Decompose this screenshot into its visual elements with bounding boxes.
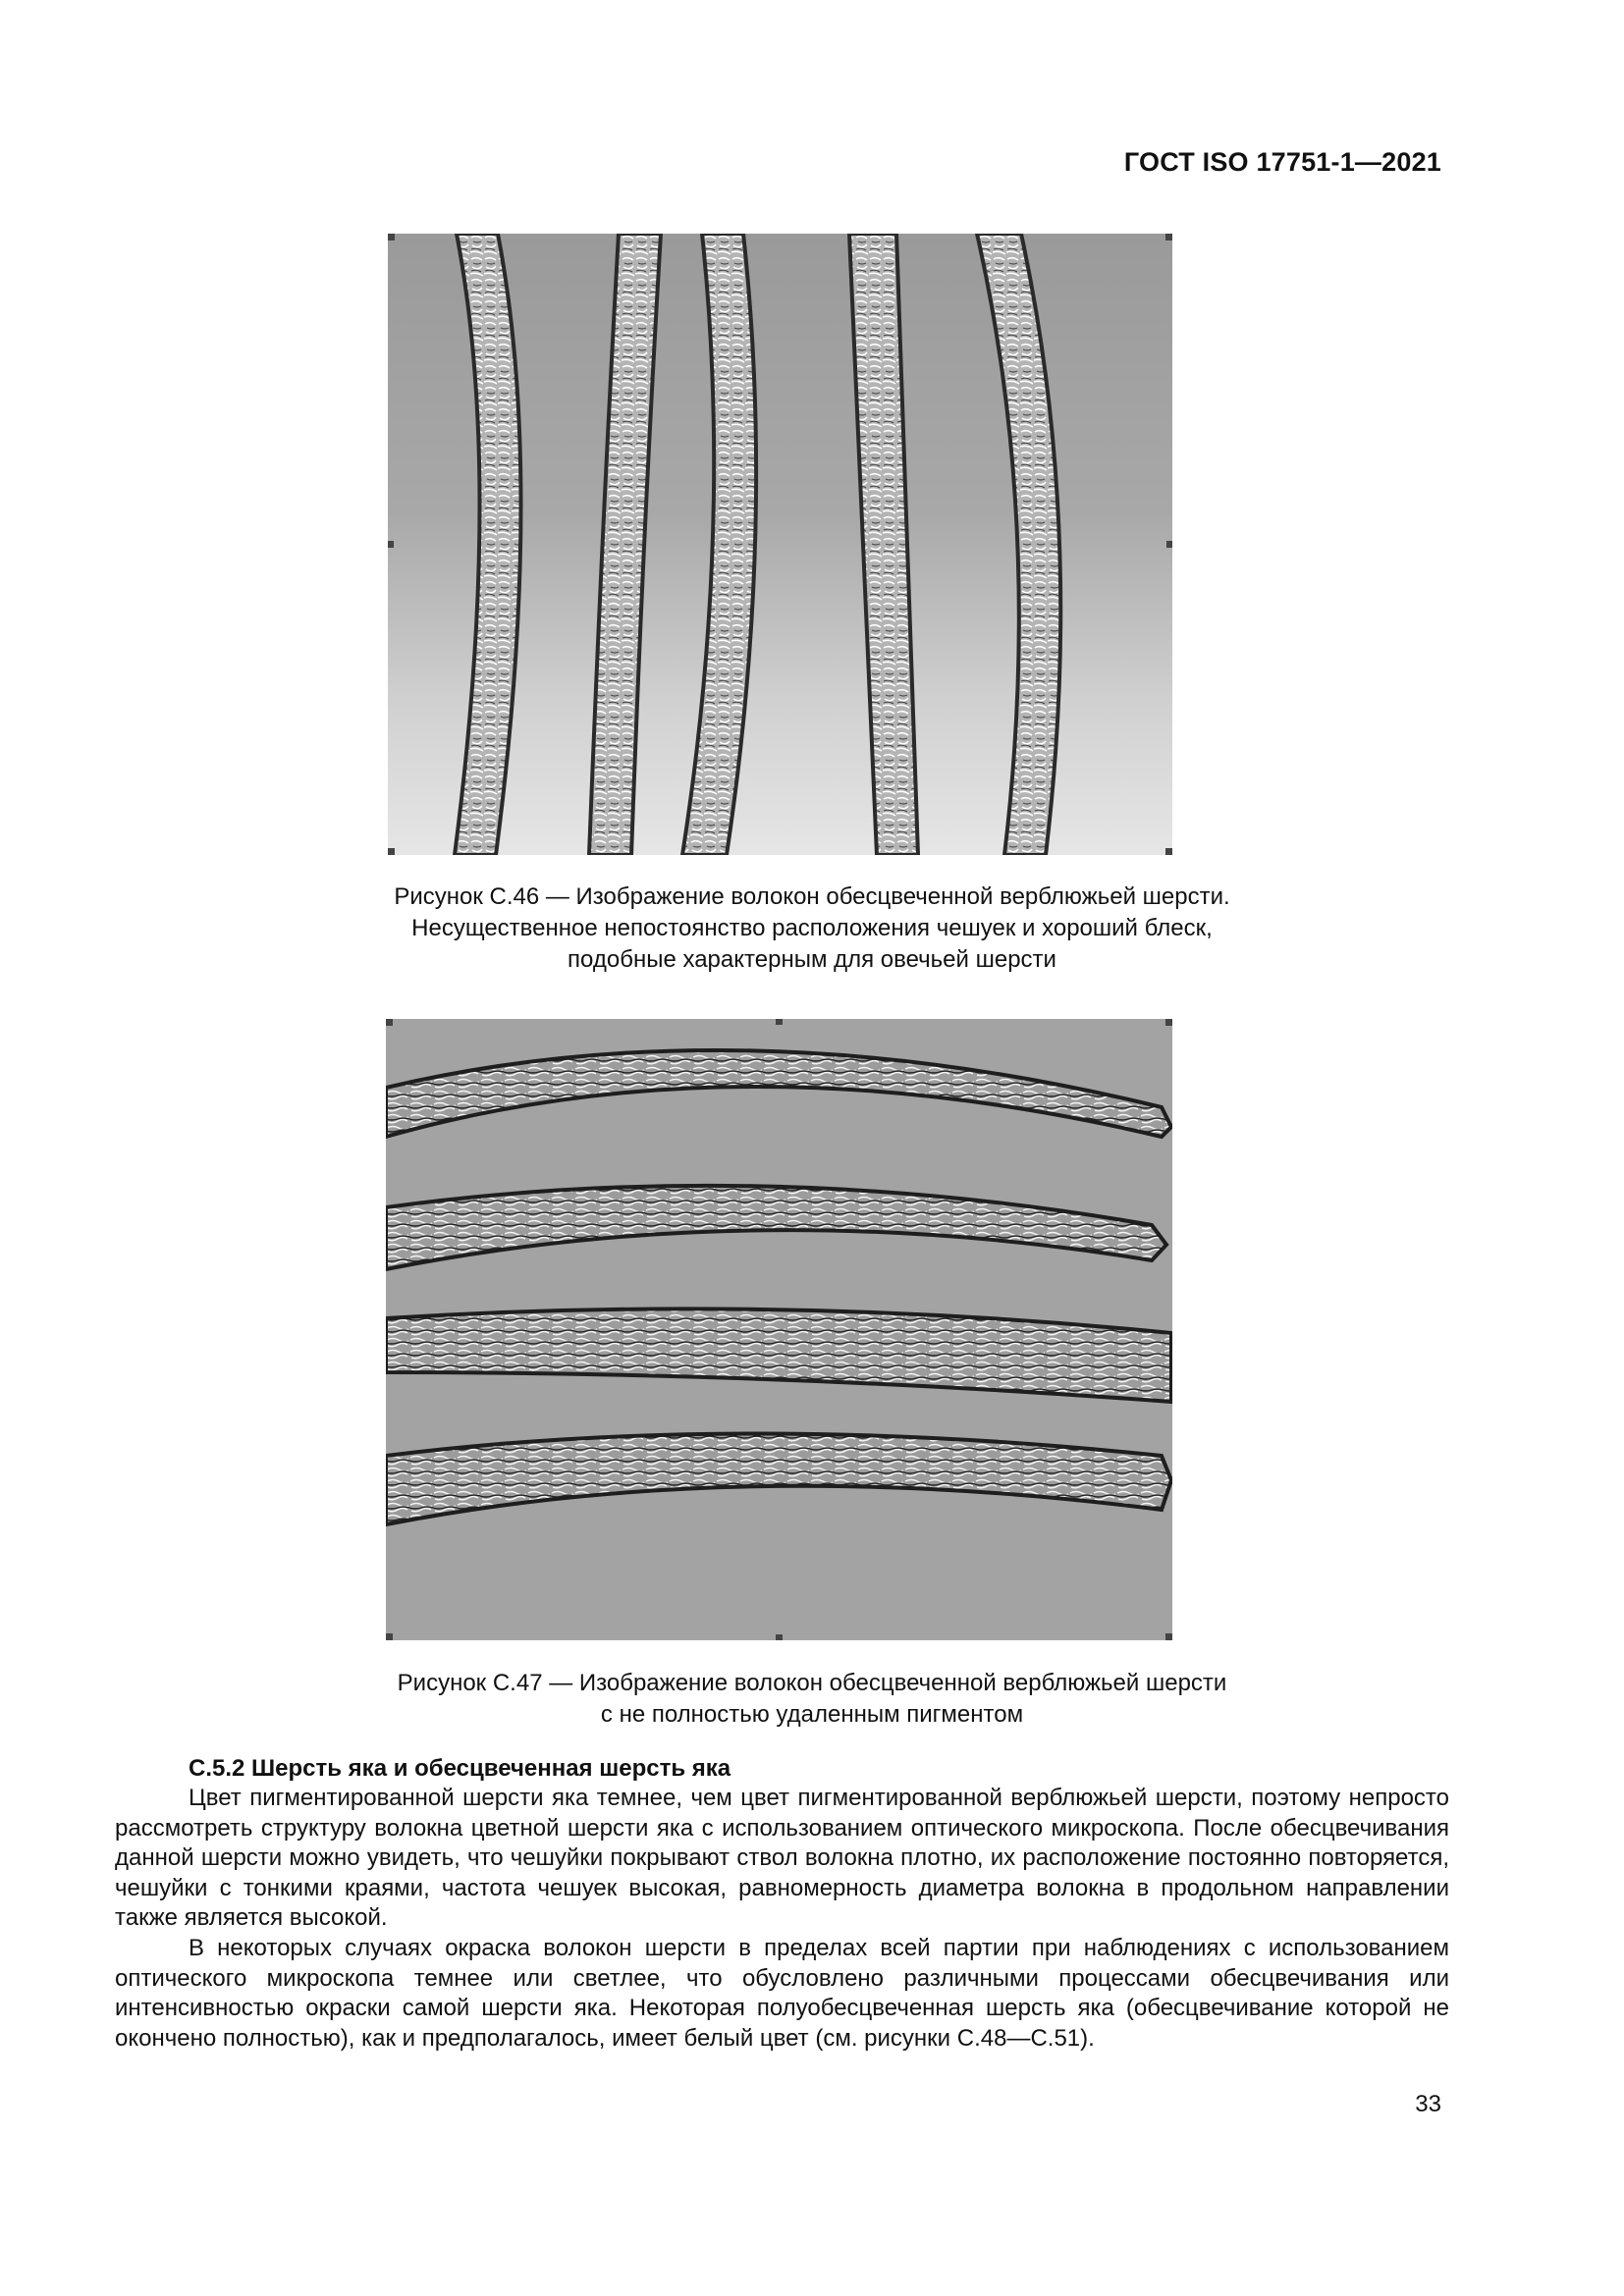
section-c52 bbox=[115, 1753, 1449, 2054]
body-paragraph: В некоторых случаях окраска волокон шерсти в пределах всей партии при наблюдениях с использованием оптического микроскопа темнее или светлее, что обусловлено различными процессами обесцвечивания или интенсивностью окраски самой шерсти яка. Некоторая полуобесцвеченная шерсть яка (обесцвечивание которой не окончено полностью), как и предполагалось, имеет белый цвет (см. рисунки С.48—С.51). bbox=[115, 1934, 1449, 2052]
caption-line: подобные характерным для овечьей шерсти bbox=[568, 946, 1056, 973]
caption-line: Рисунок С.46 — Изображение волокон обесцвеченной верблюжьей шерсти. bbox=[394, 883, 1230, 910]
figure-c46-caption bbox=[196, 881, 1428, 976]
document-header: ГОСТ ISO 17751-1—2021 bbox=[1123, 147, 1441, 177]
section-heading: С.5.2 Шерсть яка и обесцвеченная шерсть яка bbox=[189, 1755, 731, 1782]
caption-line: Рисунок С.47 — Изображение волокон обесцвеченной верблюжьей шерсти bbox=[397, 1670, 1227, 1696]
figure-c46-image bbox=[388, 234, 1172, 855]
figure-c47-caption bbox=[196, 1668, 1428, 1731]
figure-c47-image bbox=[386, 1019, 1172, 1640]
caption-line: Несущественное непостоянство расположения чешуек и хороший блеск, bbox=[411, 915, 1213, 941]
page-number: 33 bbox=[1415, 2091, 1441, 2117]
caption-line: с не полностью удаленным пигментом bbox=[600, 1701, 1024, 1728]
body-paragraph: Цвет пигментированной шерсти яка темнее, чем цвет пигментированной верблюжьей шерсти, поэтому непросто рассмотреть структуру волокна цветной шерсти яка с использованием оптического микроскопа. После обесцвечивания данной шерсти можно увидеть, что чешуйки покрывают ствол волокна плотно, их расположение постоянно повторяется, чешуйки с тонкими краями, частота чешуек высокая, равномерность диаметра волокна в продольном направлении также является высокой. bbox=[115, 1785, 1449, 1932]
